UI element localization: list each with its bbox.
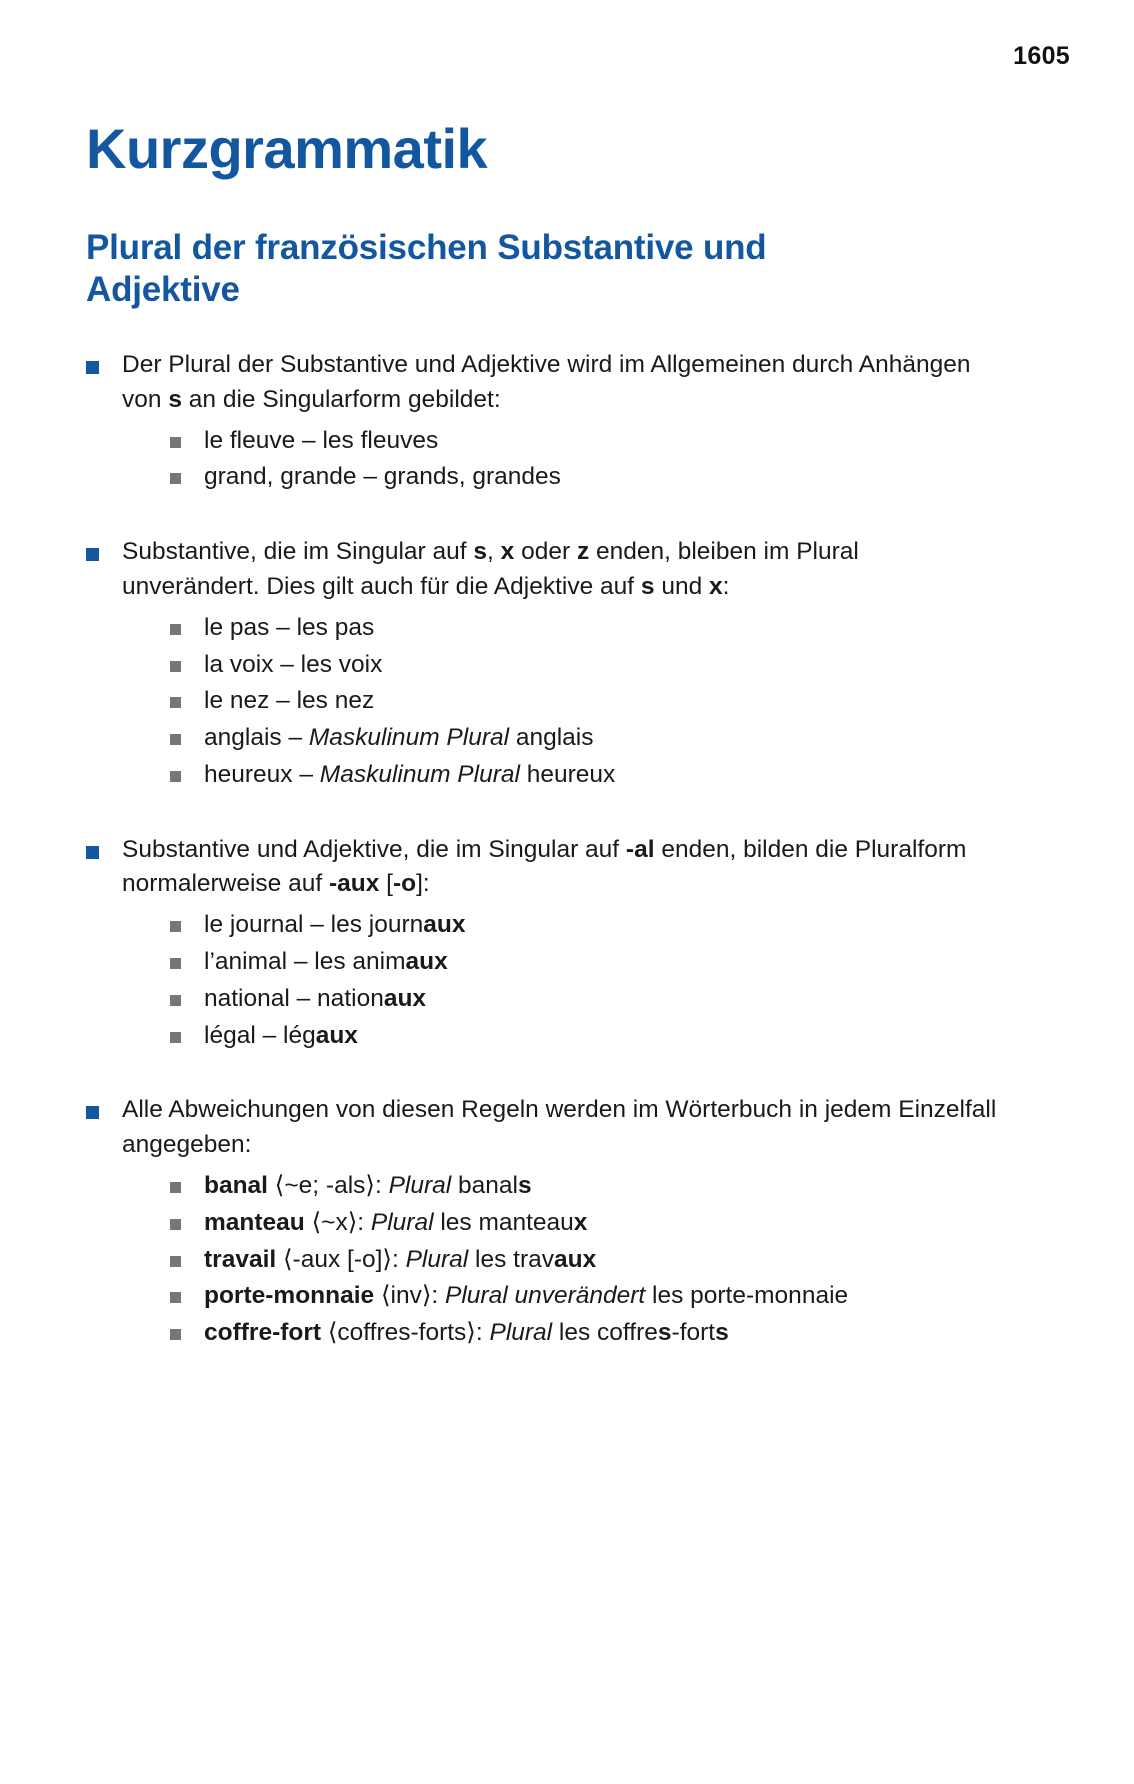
example-list [122,1169,1066,1351]
example-list [122,908,1066,1053]
small-square-bullet-icon [170,921,181,932]
example-text: légal – légaux [204,1021,358,1049]
example-item [170,1169,1066,1204]
square-bullet-icon [86,1106,99,1119]
small-square-bullet-icon [170,1182,181,1193]
small-square-bullet-icon [170,995,181,1006]
small-square-bullet-icon [170,437,181,448]
page-title: Kurzgrammatik [86,117,488,180]
small-square-bullet-icon [170,661,181,672]
example-text: le nez – les nez [204,687,375,715]
square-bullet-icon [86,548,99,561]
example-text: travail ⟨-aux [-o]⟩: Plural les travaux [204,1245,597,1273]
example-text: heureux – Maskulinum Plural heureux [204,760,616,788]
page-number: 1605 [1013,42,1070,70]
rule-text: Der Plural der Substantive und Adjektive wird im Allgemeinen durch Anhängen von s an die Singularform gebildet: [122,351,971,413]
example-item [170,945,1066,980]
example-text: grand, grande – grands, grandes [204,463,561,491]
example-text: le pas – les pas [204,613,375,641]
example-item [170,460,1066,495]
example-item [170,611,1066,646]
small-square-bullet-icon [170,1292,181,1303]
small-square-bullet-icon [170,734,181,745]
section-title: Plural der französischen Substantive und Adjektive [86,227,767,310]
rule-item [86,535,1066,792]
example-item [170,1279,1066,1314]
example-item [170,1206,1066,1241]
rule-text: Substantive und Adjektive, die im Singular auf -al enden, bilden die Pluralform normalerweise auf -aux [-o]: [122,835,967,898]
example-text: banal ⟨~e; -als⟩: Plural banals [204,1171,532,1199]
page-content [86,118,1066,1351]
rule-item [86,833,1066,1054]
example-item [170,982,1066,1017]
example-text: coffre-fort ⟨coffres-forts⟩: Plural les coffres-forts [204,1319,729,1347]
small-square-bullet-icon [170,958,181,969]
example-item [170,1243,1066,1278]
example-text: anglais – Maskulinum Plural anglais [204,724,594,752]
rule-item [86,348,1066,495]
example-item [170,1019,1066,1054]
small-square-bullet-icon [170,1256,181,1267]
example-text: le fleuve – les fleuves [204,426,439,454]
square-bullet-icon [86,361,99,374]
example-text: national – nationaux [204,984,427,1012]
small-square-bullet-icon [170,624,181,635]
example-text: porte-monnaie ⟨inv⟩: Plural unverändert les porte-monnaie [204,1282,849,1310]
example-text: manteau ⟨~x⟩: Plural les manteaux [204,1208,588,1236]
example-item [170,648,1066,683]
example-text: le journal – les journaux [204,911,466,939]
small-square-bullet-icon [170,1032,181,1043]
example-list [122,611,1066,793]
example-item [170,721,1066,756]
example-item [170,1316,1066,1351]
example-text: la voix – les voix [204,650,383,678]
small-square-bullet-icon [170,473,181,484]
rule-text: Alle Abweichungen von diesen Regeln werden im Wörterbuch in jedem Einzelfall angegeben: [122,1096,997,1159]
grammar-rules-list [86,348,1066,1351]
small-square-bullet-icon [170,1219,181,1230]
example-list [122,424,1066,496]
example-item [170,684,1066,719]
square-bullet-icon [86,846,99,859]
example-item [170,424,1066,459]
example-text: l’animal – les animaux [204,948,448,976]
rule-text: Substantive, die im Singular auf s, x oder z enden, bleiben im Plural unverändert. Dies gilt auch für die Adjektive auf s und x: [122,538,859,600]
small-square-bullet-icon [170,697,181,708]
example-item [170,908,1066,943]
example-item [170,758,1066,793]
rule-item [86,1093,1066,1350]
small-square-bullet-icon [170,771,181,782]
small-square-bullet-icon [170,1329,181,1340]
